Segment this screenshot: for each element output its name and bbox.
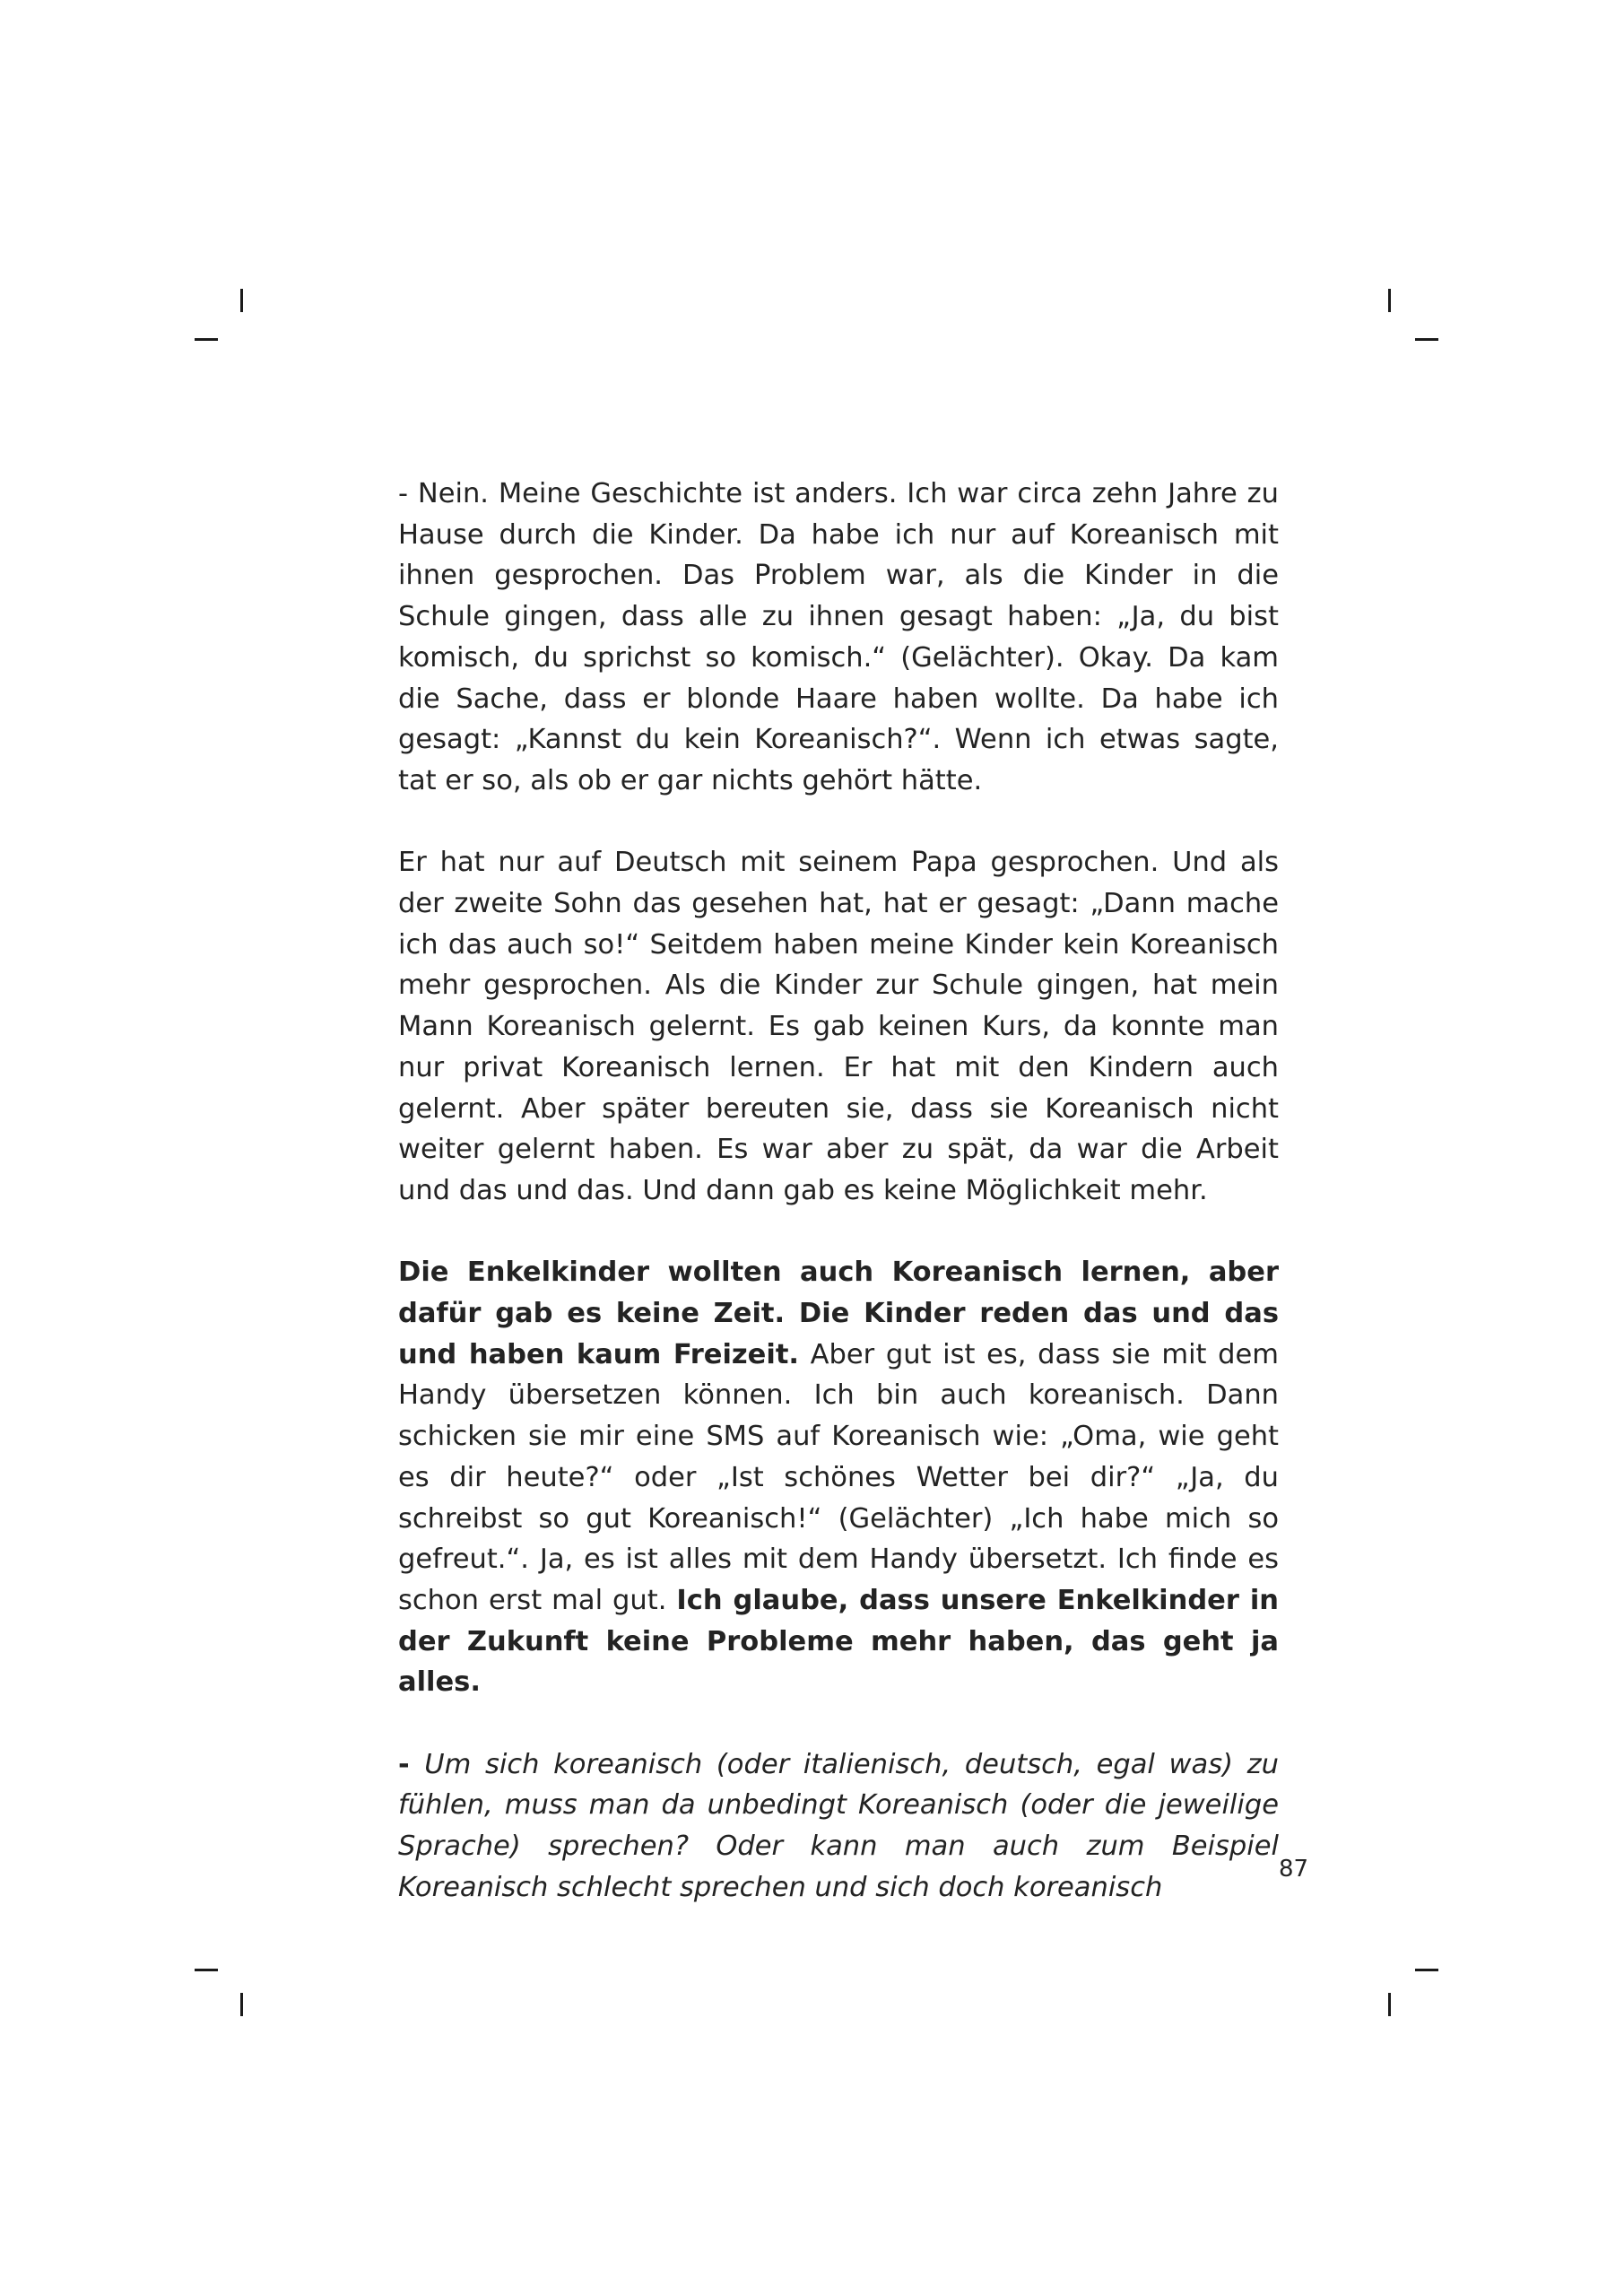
bold-statement-future: Ich glaube, dass unsere Enkelkinder in der Zukunft keine Probleme mehr haben, das geht ja alles.	[398, 1584, 1279, 1699]
crop-mark-top-right-horizontal	[1415, 338, 1438, 341]
crop-mark-top-left-horizontal	[195, 338, 218, 341]
paragraph-grandchildren	[398, 1252, 1279, 1703]
crop-mark-top-left-vertical	[240, 289, 243, 312]
crop-mark-top-right-vertical	[1388, 289, 1391, 312]
crop-mark-bottom-right-vertical	[1388, 1993, 1391, 2016]
page-number: 87	[1279, 1856, 1309, 1883]
regular-text-handy: Aber gut ist es, dass sie mit dem Handy übersetzen können. Ich bin auch koreanisch. Dann schicken sie mir eine SMS auf Koreanisch wie: „Oma, wie geht es dir heute?“ oder „Ist schönes Wetter bei dir?“ „Ja, du schreibst so gut Koreanisch!“ (Gelächter) „Ich habe mich so gefreut.“. Ja, es ist alles mit dem Handy übersetzt. Ich finde es schon erst mal gut.	[398, 1338, 1279, 1616]
paragraph-answer-intro: - Nein. Meine Geschichte ist anders. Ich war circa zehn Jahre zu Hause durch die Kinder. Da habe ich nur auf Koreanisch mit ihnen gesprochen. Das Problem war, als die Kinder in die Schule gingen, dass alle zu ihnen gesagt haben: „Ja, du bist komisch, du sprichst so komisch.“ (Gelächter). Okay. Da kam die Sache, dass er blonde Haare haben wollte. Da habe ich gesagt: „Kannst du kein Koreanisch?“. Wenn ich etwas sagte, tat er so, als ob er gar nichts gehört hätte.	[398, 478, 1279, 796]
crop-mark-bottom-left-vertical	[240, 1993, 243, 2016]
question-dash: -	[398, 1748, 425, 1780]
bold-statement-grandchildren: Die Enkelkinder wollten auch Koreanisch lernen, aber dafür gab es keine Zeit. Die Kinder reden das und das und haben kaum Freizeit.	[398, 1257, 1279, 1370]
body-text	[398, 474, 1279, 1909]
paragraph-question	[398, 1744, 1279, 1909]
crop-mark-bottom-left-horizontal	[195, 1969, 218, 1971]
question-italic-text: Um sich koreanisch (oder italienisch, deutsch, egal was) zu fühlen, muss man da unbedingt Koreanisch (oder die jeweilige Sprache) sprechen? Oder kann man auch zum Beispiel Koreanisch schlecht sprechen und sich doch koreanisch	[398, 1748, 1279, 1903]
paragraph-answer-continued: Er hat nur auf Deutsch mit seinem Papa gesprochen. Und als der zweite Sohn das gesehen hat, hat er gesagt: „Dann mache ich das auch so!“ Seitdem haben meine Kinder kein Koreanisch mehr gesprochen. Als die Kinder zur Schule gingen, hat mein Mann Koreanisch gelernt. Es gab keinen Kurs, da konnte man nur privat Koreanisch lernen. Er hat mit den Kindern auch gelernt. Aber später bereuten sie, dass sie Koreanisch nicht weiter gelernt haben. Es war aber zu spät, da war die Arbeit und das und das. Und dann gab es keine Möglichkeit mehr.	[398, 847, 1279, 1206]
crop-mark-bottom-right-horizontal	[1415, 1969, 1438, 1971]
